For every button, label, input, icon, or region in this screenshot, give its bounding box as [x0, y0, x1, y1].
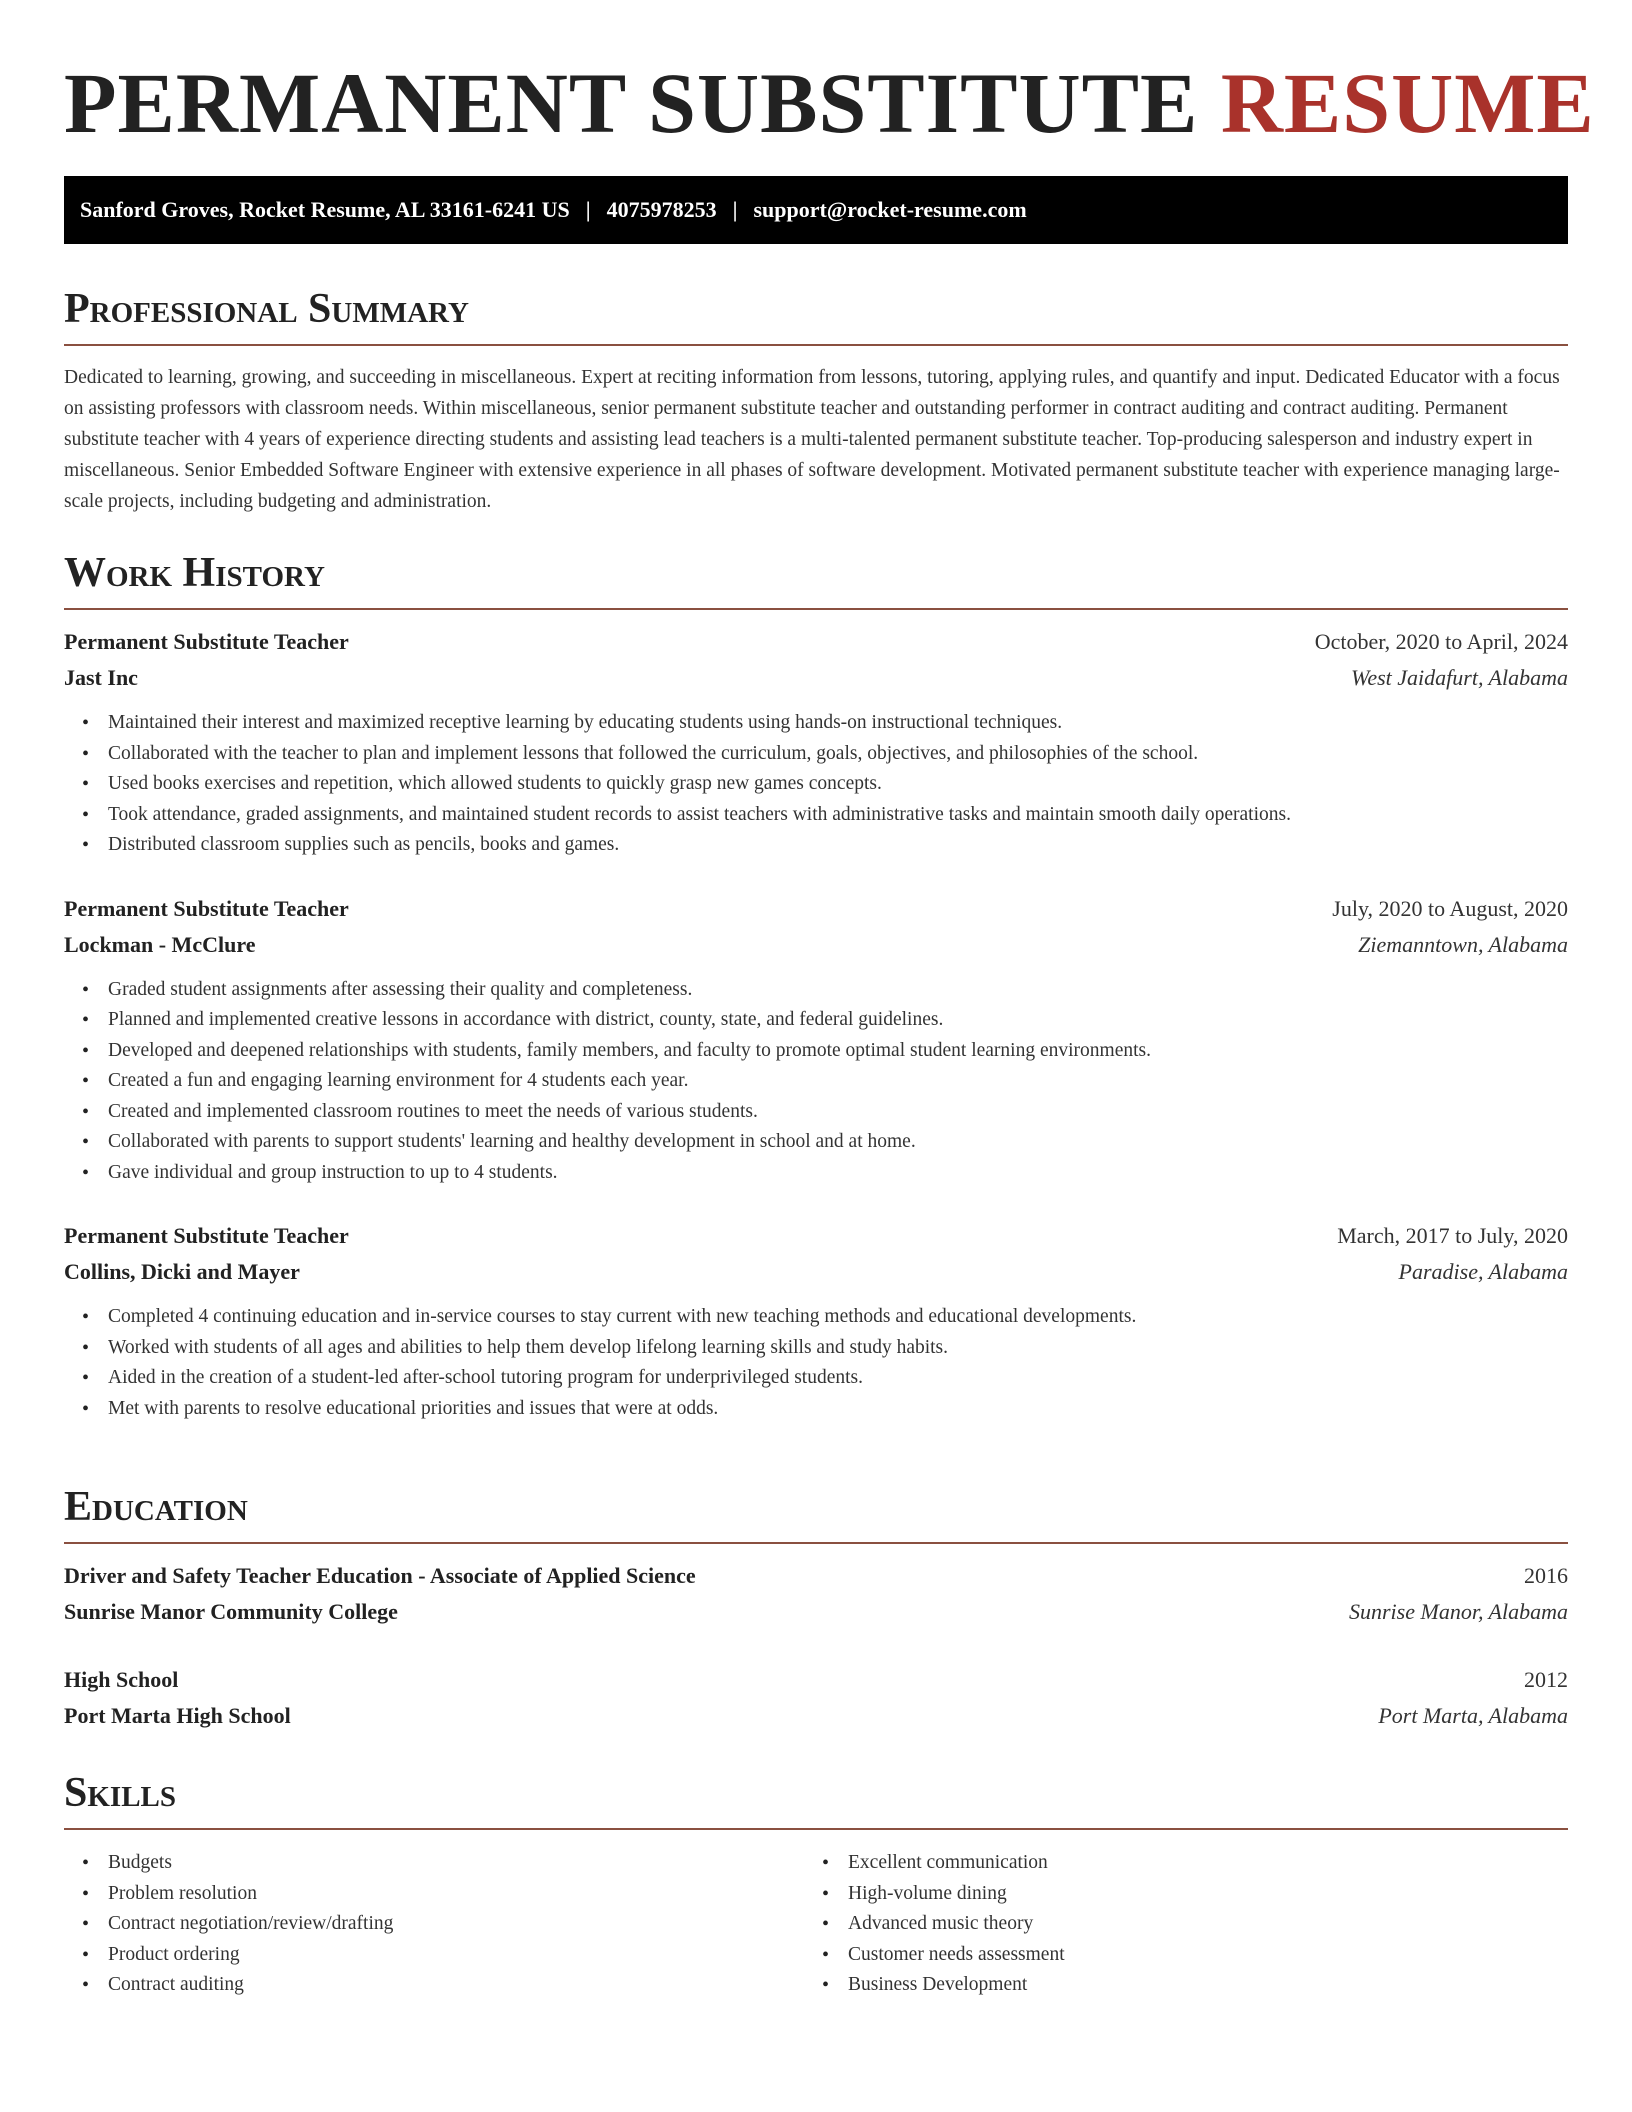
- job-company: Jast Inc: [64, 665, 138, 691]
- job-title: Permanent Substitute Teacher: [64, 629, 349, 655]
- job-company: Collins, Dicki and Mayer: [64, 1259, 300, 1285]
- skill-item: • Budgets: [64, 1848, 804, 1879]
- list-item: • Planned and implemented creative lessons in accordance with district, county, state, and federal guidelines.: [64, 1005, 1568, 1036]
- list-item: • Distributed classroom supplies such as pencils, books and games.: [64, 830, 1568, 861]
- job-location: Paradise, Alabama: [1398, 1259, 1568, 1285]
- list-item: • Collaborated with the teacher to plan and implement lessons that followed the curriculum, goals, objectives, and philosophies of the school.: [64, 739, 1568, 770]
- job-company: Lockman - McClure: [64, 931, 256, 957]
- skill-item: • Contract auditing: [64, 1970, 804, 2001]
- list-item: • Gave individual and group instruction to up to 4 students.: [64, 1158, 1568, 1189]
- resume-title: [64, 52, 1595, 155]
- list-item: • Created a fun and engaging learning environment for 4 students each year.: [64, 1066, 1568, 1097]
- job-entry: [64, 891, 1568, 1189]
- job-dates: March, 2017 to July, 2020: [1337, 1223, 1568, 1249]
- skills-list-left: [64, 1848, 804, 2001]
- list-item: • Used books exercises and repetition, which allowed students to quickly grasp new games concepts.: [64, 769, 1568, 800]
- skill-item: • Advanced music theory: [804, 1909, 1544, 1940]
- job-dates: October, 2020 to April, 2024: [1314, 629, 1568, 655]
- skill-item: • Contract negotiation/review/drafting: [64, 1909, 804, 1940]
- contact-address: Sanford Groves, Rocket Resume, AL 33161-6241 US: [80, 197, 570, 222]
- list-item: • Worked with students of all ages and abilities to help them develop lifelong learning skills and study habits.: [64, 1333, 1568, 1364]
- education-location: Sunrise Manor, Alabama: [1349, 1599, 1568, 1625]
- skill-item: • Problem resolution: [64, 1879, 804, 1910]
- skill-item: • Business Development: [804, 1970, 1544, 2001]
- list-item: • Created and implemented classroom routines to meet the needs of various students.: [64, 1097, 1568, 1128]
- education-heading: Education: [64, 1484, 1568, 1544]
- list-item: • Met with parents to resolve educational priorities and issues that were at odds.: [64, 1394, 1568, 1425]
- title-accent: RESUME: [1220, 55, 1595, 151]
- summary-text: Dedicated to learning, growing, and succeeding in miscellaneous. Expert at reciting information from lessons, tutoring, applying rules, and quantify and input. Dedicated Educator with a focus on assisting professors with classroom needs. Within miscellaneous, senior permanent substitute teacher and outstanding performer in contract auditing and contract auditing. Permanent substitute teacher with 4 years of experience directing students and assisting lead teachers is a multi-talented permanent substitute teacher. Top-producing salesperson and industry expert in miscellaneous. Senior Embedded Software Engineer with extensive experience in all phases of software development. Motivated permanent substitute teacher with experience managing large-scale projects, including budgeting and administration.: [64, 367, 1560, 513]
- contact-separator: |: [585, 197, 591, 222]
- work-history-section: [64, 550, 1568, 1424]
- skills-section: [64, 1770, 1568, 2001]
- education-year: 2012: [1524, 1667, 1568, 1693]
- education-degree: Driver and Safety Teacher Education - Associate of Applied Science: [64, 1563, 696, 1589]
- education-section: [64, 1484, 1568, 1734]
- job-title: Permanent Substitute Teacher: [64, 1223, 349, 1249]
- list-item: • Graded student assignments after assessing their quality and completeness.: [64, 975, 1568, 1006]
- skills-list-right: [804, 1848, 1544, 2001]
- contact-email: support@rocket-resume.com: [753, 197, 1027, 222]
- skill-item: • Product ordering: [64, 1940, 804, 1971]
- skills-grid: [64, 1848, 1568, 2001]
- list-item: • Aided in the creation of a student-led after-school tutoring program for underprivileged students.: [64, 1363, 1568, 1394]
- job-location: Ziemanntown, Alabama: [1358, 931, 1568, 957]
- skills-heading: Skills: [64, 1770, 1568, 1830]
- job-entry: [64, 1218, 1568, 1424]
- list-item: • Took attendance, graded assignments, and maintained student records to assist teachers with administrative tasks and maintain smooth daily operations.: [64, 800, 1568, 831]
- contact-bar: [64, 176, 1568, 244]
- education-year: 2016: [1524, 1563, 1568, 1589]
- job-dates: July, 2020 to August, 2020: [1332, 895, 1568, 921]
- job-bullets: [64, 975, 1568, 1189]
- education-location: Port Marta, Alabama: [1378, 1703, 1568, 1729]
- job-bullets: [64, 1302, 1568, 1424]
- job-location: West Jaidafurt, Alabama: [1351, 665, 1568, 691]
- list-item: • Completed 4 continuing education and in-service courses to stay current with new teaching methods and educational developments.: [64, 1302, 1568, 1333]
- skill-item: • High-volume dining: [804, 1879, 1544, 1910]
- list-item: • Collaborated with parents to support students' learning and healthy development in school and at home.: [64, 1127, 1568, 1158]
- education-school: Port Marta High School: [64, 1703, 291, 1729]
- skill-item: • Customer needs assessment: [804, 1940, 1544, 1971]
- work-history-heading: Work History: [64, 550, 1568, 610]
- job-bullets: [64, 708, 1568, 861]
- list-item: • Developed and deepened relationships with students, family members, and faculty to promote optimal student learning environments.: [64, 1036, 1568, 1067]
- education-entry: [64, 1662, 1568, 1734]
- summary-heading: Professional Summary: [64, 286, 1568, 346]
- education-entry: [64, 1558, 1568, 1630]
- contact-phone: 4075978253: [606, 197, 717, 222]
- job-entry: [64, 624, 1568, 861]
- education-degree: High School: [64, 1667, 179, 1693]
- title-main: PERMANENT SUBSTITUTE: [64, 55, 1199, 151]
- skill-item: • Excellent communication: [804, 1848, 1544, 1879]
- education-school: Sunrise Manor Community College: [64, 1599, 398, 1625]
- contact-separator: |: [732, 197, 738, 222]
- job-title: Permanent Substitute Teacher: [64, 895, 349, 921]
- summary-section: [64, 286, 1568, 517]
- list-item: • Maintained their interest and maximized receptive learning by educating students using hands-on instructional techniques.: [64, 708, 1568, 739]
